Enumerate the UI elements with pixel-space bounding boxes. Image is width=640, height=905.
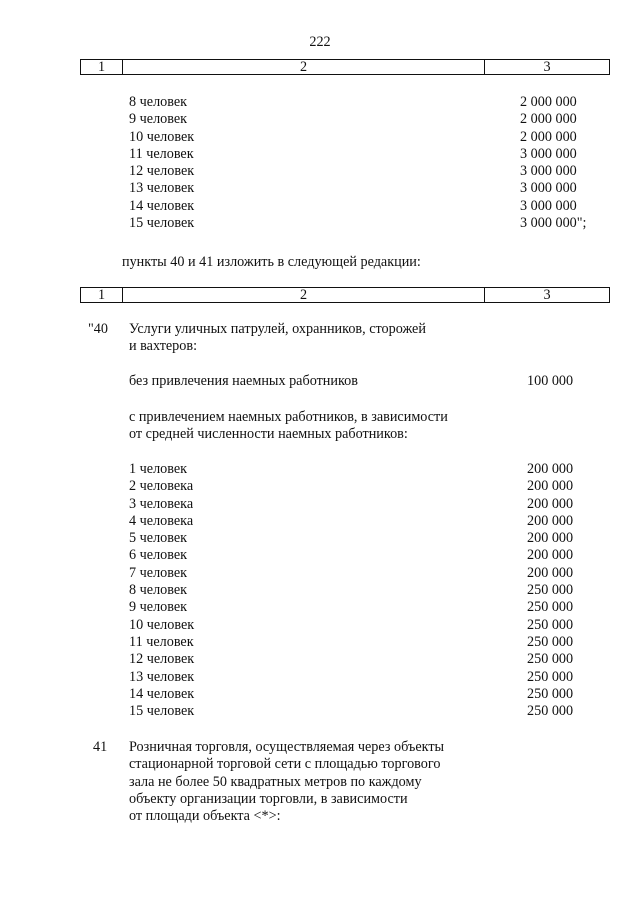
row-value: 3 000 000: [520, 145, 577, 162]
row-label: 14 человек: [129, 685, 195, 702]
item41-title-line: от площади объекта <*>:: [129, 808, 281, 825]
item41-title-line: зала не более 50 квадратных метров по каждому: [129, 773, 422, 790]
row-label: 13 человек: [129, 668, 195, 685]
row-value: 250 000: [527, 582, 574, 599]
item41-title-line: Розничная торговля, осуществляемая через объекты: [129, 739, 445, 755]
row-label: 1 человек: [129, 461, 188, 477]
row-label: 8 человек: [129, 94, 188, 110]
row-value: 200 000: [527, 478, 574, 495]
item40-hire-line-2: от средней численности наемных работников:: [129, 426, 408, 442]
row-label: 11 человек: [129, 633, 194, 650]
header-col-2: 2: [123, 288, 485, 302]
row-label: 5 человек: [129, 530, 188, 547]
page-number: 222: [309, 34, 331, 50]
header-col-3: 3: [543, 59, 551, 75]
row-label: 4 человека: [129, 512, 194, 529]
row-label: 15 человек: [129, 703, 195, 720]
row-value: 3 000 000: [520, 197, 577, 214]
row-value: 200 000: [527, 512, 574, 529]
header-col-1: 1: [81, 288, 123, 302]
row-value: 200 000: [527, 461, 574, 477]
row-value: 250 000: [527, 599, 574, 616]
row-value: 3 000 000";: [520, 215, 587, 232]
item40-no-hire-label: без привлечения наемных работников: [129, 373, 358, 389]
row-value: 3 000 000: [520, 163, 577, 180]
row-label: 8 человек: [129, 582, 188, 599]
row-value: 250 000: [527, 668, 574, 685]
row-label: 10 человек: [129, 616, 195, 633]
item40-title-line-1: Услуги уличных патрулей, охранников, сторожей: [129, 321, 426, 337]
row-label: 9 человек: [129, 599, 188, 616]
item40-hire-line-1: с привлечением наемных работников, в зависимости: [129, 409, 448, 425]
item40-no-hire-value: 100 000: [527, 373, 574, 389]
header-col-2: 2: [123, 60, 485, 74]
row-value: 2 000 000: [520, 128, 577, 145]
row-value: 200 000: [527, 564, 574, 581]
item41-title-line: объекту организации торговли, в зависимости: [129, 790, 408, 807]
row-value: 250 000: [527, 633, 574, 650]
row-label: 11 человек: [129, 145, 194, 162]
item41-number: 41: [93, 739, 108, 755]
row-label: 3 человека: [129, 495, 194, 512]
header-col-3: 3: [543, 287, 551, 303]
row-label: 6 человек: [129, 547, 188, 564]
row-label: 10 человек: [129, 128, 195, 145]
item41-title-line: стационарной торговой сети с площадью торгового: [129, 756, 441, 773]
item40-number: "40: [88, 321, 108, 337]
row-value: 200 000: [527, 495, 574, 512]
instruction-text: пункты 40 и 41 изложить в следующей редакции:: [122, 254, 421, 270]
row-value: 3 000 000: [520, 180, 577, 197]
row-value: 200 000: [527, 547, 574, 564]
table-header-1: [80, 59, 610, 75]
item40-title-line-2: и вахтеров:: [129, 338, 198, 354]
row-value: 200 000: [527, 530, 574, 547]
row-label: 14 человек: [129, 197, 195, 214]
row-label: 2 человека: [129, 478, 194, 495]
row-label: 7 человек: [129, 564, 188, 581]
row-value: 250 000: [527, 685, 574, 702]
row-value: 250 000: [527, 651, 574, 668]
row-value: 2 000 000: [520, 94, 577, 110]
table-header-2: [80, 287, 610, 303]
row-value: 250 000: [527, 703, 574, 720]
row-label: 13 человек: [129, 180, 195, 197]
item41-title: [129, 739, 444, 825]
row-value: 2 000 000: [520, 111, 577, 128]
row-label: 15 человек: [129, 215, 195, 232]
row-label: 12 человек: [129, 651, 195, 668]
row-label: 12 человек: [129, 163, 195, 180]
header-col-1: 1: [81, 60, 123, 74]
row-value: 250 000: [527, 616, 574, 633]
row-label: 9 человек: [129, 111, 188, 128]
